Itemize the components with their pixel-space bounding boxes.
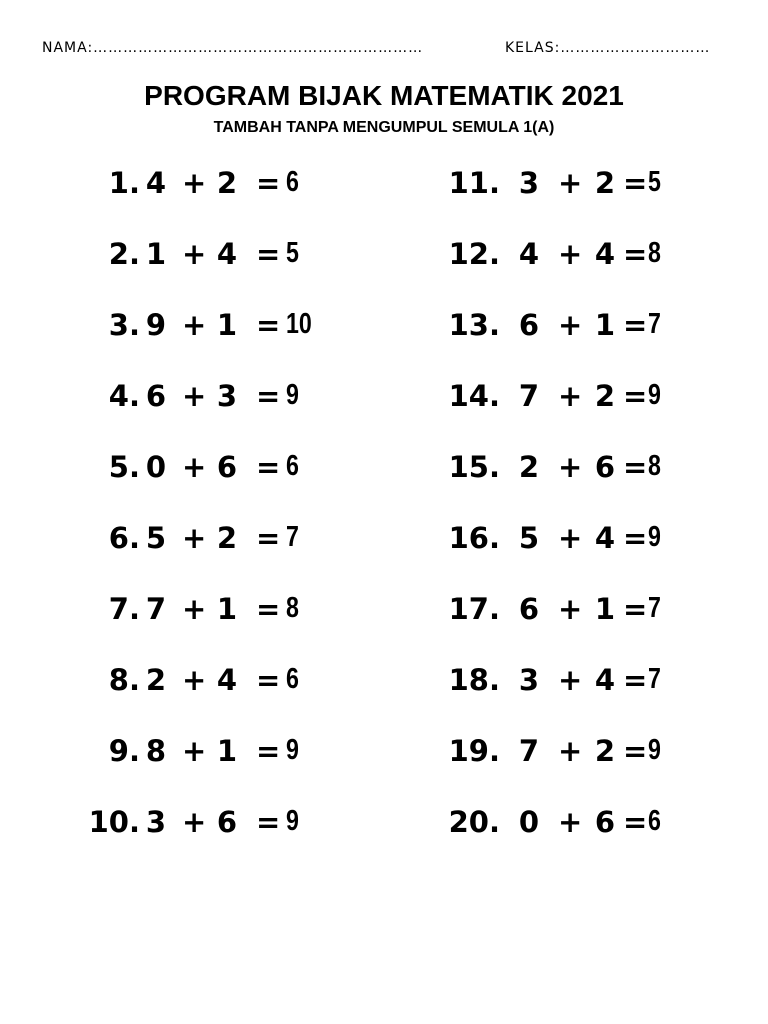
answer: 10 [286, 308, 312, 340]
kelas-field[interactable]: KELAS:………………………… [505, 40, 711, 56]
question-number: 10. [88, 805, 140, 839]
operator: + [182, 379, 207, 413]
operand-a: 4 [518, 237, 540, 271]
equals-sign: = [256, 166, 281, 200]
operand-a: 7 [518, 734, 540, 768]
answer: 9 [286, 734, 299, 766]
operand-b: 4 [594, 521, 616, 555]
operator: + [558, 592, 583, 626]
operand-a: 8 [145, 734, 167, 768]
operand-a: 2 [518, 450, 540, 484]
operator: + [558, 450, 583, 484]
operand-b: 1 [216, 308, 238, 342]
operand-b: 6 [216, 805, 238, 839]
question-number: 4. [108, 379, 140, 413]
question-number: 20. [448, 805, 500, 839]
answer: 8 [648, 237, 661, 269]
operator: + [558, 379, 583, 413]
operand-b: 3 [216, 379, 238, 413]
answer: 9 [286, 379, 299, 411]
operand-b: 1 [216, 734, 238, 768]
question-number: 13. [448, 308, 500, 342]
operand-b: 2 [594, 734, 616, 768]
answer: 8 [648, 450, 661, 482]
operand-a: 1 [145, 237, 167, 271]
operand-a: 6 [145, 379, 167, 413]
equals-sign: = [256, 805, 281, 839]
operator: + [558, 521, 583, 555]
equals-sign: = [623, 521, 648, 555]
answer: 6 [286, 166, 299, 198]
operand-b: 2 [594, 379, 616, 413]
operand-b: 1 [594, 308, 616, 342]
equals-sign: = [623, 379, 648, 413]
equals-sign: = [623, 734, 648, 768]
question-number: 8. [108, 663, 140, 697]
operand-a: 7 [145, 592, 167, 626]
operator: + [182, 663, 207, 697]
answer: 5 [286, 237, 299, 269]
operator: + [558, 308, 583, 342]
operand-b: 1 [216, 592, 238, 626]
equals-sign: = [256, 521, 281, 555]
question-number: 15. [448, 450, 500, 484]
equals-sign: = [256, 308, 281, 342]
equals-sign: = [623, 166, 648, 200]
answer: 5 [648, 166, 661, 198]
answer: 6 [286, 450, 299, 482]
operand-b: 6 [594, 805, 616, 839]
answer: 6 [648, 805, 661, 837]
operand-a: 3 [518, 166, 540, 200]
operand-a: 5 [145, 521, 167, 555]
operand-a: 3 [518, 663, 540, 697]
operator: + [182, 450, 207, 484]
operator: + [558, 734, 583, 768]
question-number: 7. [108, 592, 140, 626]
operator: + [182, 805, 207, 839]
question-number: 5. [108, 450, 140, 484]
page-title: PROGRAM BIJAK MATEMATIK 2021 [144, 80, 624, 111]
operator: + [182, 308, 207, 342]
operator: + [558, 166, 583, 200]
question-number: 1. [108, 166, 140, 200]
operand-b: 4 [216, 237, 238, 271]
operand-a: 6 [518, 308, 540, 342]
operand-b: 1 [594, 592, 616, 626]
answer: 9 [648, 521, 661, 553]
question-number: 18. [448, 663, 500, 697]
operand-b: 2 [594, 166, 616, 200]
equals-sign: = [256, 379, 281, 413]
equals-sign: = [623, 237, 648, 271]
operand-b: 6 [594, 450, 616, 484]
question-number: 3. [108, 308, 140, 342]
equals-sign: = [623, 592, 648, 626]
nama-field[interactable]: NAMA:………………………………………………………… [42, 40, 424, 56]
operand-a: 7 [518, 379, 540, 413]
answer: 9 [286, 805, 299, 837]
operand-b: 6 [216, 450, 238, 484]
question-number: 2. [108, 237, 140, 271]
operand-a: 5 [518, 521, 540, 555]
answer: 7 [286, 521, 299, 553]
question-number: 12. [448, 237, 500, 271]
operand-a: 6 [518, 592, 540, 626]
operator: + [182, 166, 207, 200]
equals-sign: = [623, 308, 648, 342]
equals-sign: = [623, 805, 648, 839]
equals-sign: = [623, 450, 648, 484]
operand-a: 4 [145, 166, 167, 200]
operand-b: 4 [594, 237, 616, 271]
answer: 7 [648, 592, 661, 624]
equals-sign: = [256, 450, 281, 484]
equals-sign: = [256, 734, 281, 768]
operand-b: 2 [216, 521, 238, 555]
operator: + [558, 237, 583, 271]
equals-sign: = [256, 663, 281, 697]
operator: + [558, 805, 583, 839]
question-number: 9. [108, 734, 140, 768]
operator: + [182, 237, 207, 271]
answer: 9 [648, 734, 661, 766]
operand-a: 2 [145, 663, 167, 697]
operator: + [182, 734, 207, 768]
equals-sign: = [256, 237, 281, 271]
operand-b: 2 [216, 166, 238, 200]
answer: 9 [648, 379, 661, 411]
operand-a: 0 [145, 450, 167, 484]
question-number: 16. [448, 521, 500, 555]
operator: + [182, 592, 207, 626]
question-number: 11. [448, 166, 500, 200]
question-number: 6. [108, 521, 140, 555]
answer: 8 [286, 592, 299, 624]
answer: 6 [286, 663, 299, 695]
operand-a: 0 [518, 805, 540, 839]
question-number: 17. [448, 592, 500, 626]
question-number: 14. [448, 379, 500, 413]
equals-sign: = [256, 592, 281, 626]
operand-a: 3 [145, 805, 167, 839]
operator: + [182, 521, 207, 555]
operand-b: 4 [216, 663, 238, 697]
equals-sign: = [623, 663, 648, 697]
operand-a: 9 [145, 308, 167, 342]
answer: 7 [648, 308, 661, 340]
page-subtitle: TAMBAH TANPA MENGUMPUL SEMULA 1(A) [213, 119, 555, 136]
answer: 7 [648, 663, 661, 695]
operator: + [558, 663, 583, 697]
question-number: 19. [448, 734, 500, 768]
operand-b: 4 [594, 663, 616, 697]
